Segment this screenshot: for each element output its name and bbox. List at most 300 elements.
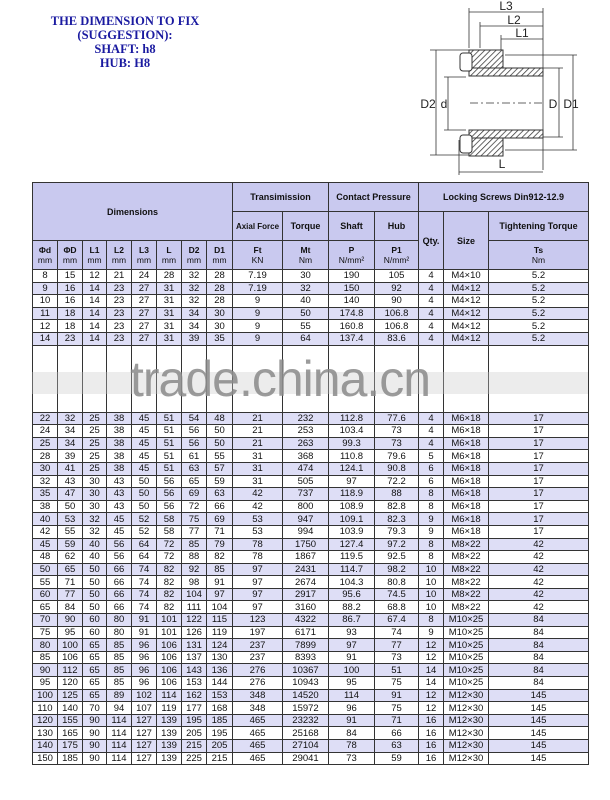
cell-p1: 106.8	[375, 320, 419, 333]
cell-mt: 15972	[283, 702, 329, 715]
cell-qty: 5	[419, 450, 444, 463]
cell-L2: 80	[107, 626, 132, 639]
cell-D: 32	[58, 412, 83, 425]
cell-p1: 74.5	[375, 588, 419, 601]
cell-p1: 75	[375, 702, 419, 715]
cell-D1: 59	[207, 475, 233, 488]
table-row	[33, 425, 589, 438]
cell-ts: 17	[489, 488, 589, 501]
table-row	[33, 651, 589, 664]
cell-D2: 137	[182, 651, 207, 664]
cell-L1: 65	[83, 689, 107, 702]
cell-ts: 5.2	[489, 282, 589, 295]
cell-ft: 276	[233, 677, 283, 690]
cell-D2: 104	[182, 588, 207, 601]
cell-d: 120	[33, 714, 58, 727]
cell-L1: 14	[83, 295, 107, 308]
cell-mt: 4322	[283, 614, 329, 627]
cell-p: 119.5	[329, 551, 375, 564]
cell-L: 139	[157, 727, 182, 740]
cell-size: M6×18	[444, 462, 489, 475]
cell-ts: 42	[489, 538, 589, 551]
cell-L: 51	[157, 412, 182, 425]
header-contact-pressure: Contact Pressure	[329, 183, 419, 212]
cell-D1: 48	[207, 412, 233, 425]
cell-ft: 465	[233, 740, 283, 753]
cell-L: 119	[157, 702, 182, 715]
cell-p: 78	[329, 740, 375, 753]
cell-L: 101	[157, 614, 182, 627]
cell-D2: 65	[182, 475, 207, 488]
header-size: Size	[444, 212, 489, 270]
cell-D2: 153	[182, 677, 207, 690]
cell-L2: 23	[107, 295, 132, 308]
cell-mt: 263	[283, 437, 329, 450]
cell-D1: 205	[207, 740, 233, 753]
cell-mt: 3160	[283, 601, 329, 614]
cell-size: M8×22	[444, 563, 489, 576]
table-row	[33, 677, 589, 690]
cell-p: 127.4	[329, 538, 375, 551]
cell-d: 24	[33, 425, 58, 438]
cell-qty: 10	[419, 601, 444, 614]
cell-D2: 215	[182, 740, 207, 753]
cell-size: M6×18	[444, 425, 489, 438]
cell-L: 106	[157, 639, 182, 652]
note-line: THE DIMENSION TO FIX	[50, 14, 200, 28]
cell-d: 25	[33, 437, 58, 450]
cell-p1: 106.8	[375, 307, 419, 320]
cell-size: M10×25	[444, 639, 489, 652]
cell-L: 82	[157, 588, 182, 601]
cell-size: M12×30	[444, 702, 489, 715]
column-unit: Nm	[531, 255, 546, 265]
cell-d: 30	[33, 462, 58, 475]
cell-p: 91	[329, 714, 375, 727]
cell-L: 51	[157, 437, 182, 450]
cell-mt: 32	[283, 282, 329, 295]
cell-D1: 215	[207, 752, 233, 765]
cell-mt: 232	[283, 412, 329, 425]
table-row	[33, 500, 589, 513]
cell-L2: 38	[107, 425, 132, 438]
cell-ts: 17	[489, 462, 589, 475]
cell-L3: 127	[132, 727, 157, 740]
cell-ts: 17	[489, 437, 589, 450]
cell-D2: 75	[182, 513, 207, 526]
cell-d: 42	[33, 525, 58, 538]
header-dimensions: Dimensions	[33, 183, 233, 241]
cell-qty: 4	[419, 282, 444, 295]
cell-qty: 12	[419, 651, 444, 664]
cell-size: M10×25	[444, 626, 489, 639]
cell-D1: 85	[207, 563, 233, 576]
cell-ft: 97	[233, 588, 283, 601]
cell-qty: 16	[419, 727, 444, 740]
cell-L2: 114	[107, 714, 132, 727]
cell-L1: 50	[83, 588, 107, 601]
label-d: d	[440, 97, 448, 111]
cell-ft: 97	[233, 576, 283, 589]
cell-L: 31	[157, 307, 182, 320]
cell-L: 72	[157, 538, 182, 551]
header-torque: Torque	[283, 212, 329, 241]
cell-ft: 31	[233, 475, 283, 488]
column-symbol: Mt	[300, 245, 311, 255]
cell-p1: 97.2	[375, 538, 419, 551]
cell-D2: 143	[182, 664, 207, 677]
table-row	[33, 563, 589, 576]
cell-p: 112.8	[329, 412, 375, 425]
cell-size: M10×25	[444, 677, 489, 690]
cell-p: 103.4	[329, 425, 375, 438]
cell-size: M10×25	[444, 614, 489, 627]
cell-size: M12×30	[444, 689, 489, 702]
cell-qty: 4	[419, 320, 444, 333]
cell-p1: 92.5	[375, 551, 419, 564]
cell-L2: 43	[107, 475, 132, 488]
cell-d: 85	[33, 651, 58, 664]
table-row	[33, 513, 589, 526]
cell-D: 95	[58, 626, 83, 639]
cell-L2: 43	[107, 500, 132, 513]
cell-D: 43	[58, 475, 83, 488]
cell-p: 86.7	[329, 614, 375, 627]
cell-L1: 90	[83, 714, 107, 727]
cell-d: 48	[33, 551, 58, 564]
dimension-table	[32, 182, 589, 765]
cell-qty: 4	[419, 437, 444, 450]
cell-L1: 50	[83, 576, 107, 589]
cell-p: 97	[329, 639, 375, 652]
cell-L1: 25	[83, 425, 107, 438]
cell-L: 139	[157, 714, 182, 727]
cell-L3: 52	[132, 513, 157, 526]
cell-L2: 114	[107, 752, 132, 765]
table-row	[33, 320, 589, 333]
cell-D1: 35	[207, 332, 233, 345]
cell-L2: 23	[107, 320, 132, 333]
cell-p1: 73	[375, 425, 419, 438]
cell-p1: 88	[375, 488, 419, 501]
header-transmission: Transimission	[233, 183, 329, 212]
table-row	[33, 450, 589, 463]
cell-ft: 31	[233, 450, 283, 463]
cell-L: 114	[157, 689, 182, 702]
header-col-L1	[83, 241, 107, 270]
header-col-L	[157, 241, 182, 270]
cell-L3: 27	[132, 282, 157, 295]
table-row	[33, 437, 589, 450]
cell-L2: 85	[107, 677, 132, 690]
cell-L1: 90	[83, 752, 107, 765]
cell-L: 28	[157, 270, 182, 283]
cell-L1: 40	[83, 538, 107, 551]
cell-D: 50	[58, 500, 83, 513]
cell-D: 18	[58, 307, 83, 320]
cell-d: 28	[33, 450, 58, 463]
header-col-D1	[207, 241, 233, 270]
cell-d: 70	[33, 614, 58, 627]
cell-ts: 42	[489, 588, 589, 601]
cell-L2: 85	[107, 639, 132, 652]
cell-L3: 50	[132, 500, 157, 513]
cell-ft: 21	[233, 412, 283, 425]
cell-L2: 66	[107, 601, 132, 614]
cell-mt: 368	[283, 450, 329, 463]
cell-L2: 56	[107, 538, 132, 551]
header-locking-screws: Locking Screws Din912-12.9	[419, 183, 589, 212]
cell-L1: 50	[83, 563, 107, 576]
cell-L3: 24	[132, 270, 157, 283]
column-symbol: L	[166, 245, 172, 255]
cell-ft: 42	[233, 500, 283, 513]
cell-p: 91	[329, 651, 375, 664]
cell-L1: 50	[83, 601, 107, 614]
cell-D: 18	[58, 320, 83, 333]
cell-p: 124.1	[329, 462, 375, 475]
cell-L1: 65	[83, 639, 107, 652]
column-symbol: P1	[391, 245, 402, 255]
cell-L1: 25	[83, 462, 107, 475]
column-unit: N/mm²	[338, 255, 365, 265]
cell-D1: 82	[207, 551, 233, 564]
cell-ts: 84	[489, 664, 589, 677]
cell-d: 110	[33, 702, 58, 715]
cell-p: 108.9	[329, 500, 375, 513]
cell-mt: 25168	[283, 727, 329, 740]
cell-qty: 9	[419, 513, 444, 526]
cell-L2: 43	[107, 488, 132, 501]
cell-size: M8×22	[444, 601, 489, 614]
cell-L1: 14	[83, 307, 107, 320]
cell-size: M4×12	[444, 320, 489, 333]
column-symbol: L1	[89, 245, 100, 255]
cell-ft: 97	[233, 601, 283, 614]
column-unit: mm	[161, 255, 177, 265]
cell-D2: 111	[182, 601, 207, 614]
cell-L: 31	[157, 332, 182, 345]
cell-d: 38	[33, 500, 58, 513]
cell-L1: 65	[83, 677, 107, 690]
cell-qty: 8	[419, 500, 444, 513]
cell-D1: 136	[207, 664, 233, 677]
cell-ft: 348	[233, 702, 283, 715]
table-row	[33, 488, 589, 501]
cell-D1: 144	[207, 677, 233, 690]
cell-L: 31	[157, 320, 182, 333]
cell-size: M6×18	[444, 475, 489, 488]
cell-L3: 50	[132, 488, 157, 501]
cell-ts: 42	[489, 576, 589, 589]
cell-D2: 195	[182, 714, 207, 727]
cell-D: 125	[58, 689, 83, 702]
cell-qty: 14	[419, 664, 444, 677]
cell-p: 150	[329, 282, 375, 295]
table-row	[33, 332, 589, 345]
cell-ft: 7.19	[233, 270, 283, 283]
column-symbol: ΦD	[63, 245, 77, 255]
header-col-D	[58, 241, 83, 270]
table-row	[33, 664, 589, 677]
cell-ft: 237	[233, 639, 283, 652]
cell-D2: 61	[182, 450, 207, 463]
cell-p: 99.3	[329, 437, 375, 450]
cell-ts: 84	[489, 651, 589, 664]
cell-L1: 60	[83, 614, 107, 627]
cell-mt: 14520	[283, 689, 329, 702]
cell-L1: 25	[83, 450, 107, 463]
cell-D: 106	[58, 651, 83, 664]
cell-D1: 28	[207, 270, 233, 283]
column-unit: mm	[87, 255, 102, 265]
cell-L3: 45	[132, 412, 157, 425]
cell-ts: 17	[489, 500, 589, 513]
cell-ts: 5.2	[489, 320, 589, 333]
cell-D1: 168	[207, 702, 233, 715]
cell-L3: 127	[132, 714, 157, 727]
cell-L: 56	[157, 500, 182, 513]
table-row	[33, 588, 589, 601]
cell-ts: 17	[489, 513, 589, 526]
table-row	[33, 412, 589, 425]
table-row	[33, 282, 589, 295]
cell-L1: 14	[83, 320, 107, 333]
cell-ft: 123	[233, 614, 283, 627]
cell-ft: 53	[233, 525, 283, 538]
watermark: trade.china.cn	[130, 351, 431, 407]
table-row	[33, 475, 589, 488]
cell-ft: 465	[233, 752, 283, 765]
cell-D: 62	[58, 551, 83, 564]
cell-L: 51	[157, 425, 182, 438]
cell-L: 58	[157, 513, 182, 526]
cell-d: 14	[33, 332, 58, 345]
table-row	[33, 639, 589, 652]
cell-p: 100	[329, 664, 375, 677]
cell-ts: 145	[489, 714, 589, 727]
cell-mt: 7899	[283, 639, 329, 652]
cell-qty: 14	[419, 677, 444, 690]
cell-d: 60	[33, 588, 58, 601]
cell-L3: 50	[132, 475, 157, 488]
column-symbol: Ft	[253, 245, 262, 255]
cell-L3: 45	[132, 450, 157, 463]
cell-ts: 145	[489, 702, 589, 715]
cell-qty: 8	[419, 551, 444, 564]
cell-p1: 91	[375, 689, 419, 702]
cell-ts: 17	[489, 475, 589, 488]
cell-L3: 91	[132, 614, 157, 627]
cell-L2: 23	[107, 307, 132, 320]
cell-L: 101	[157, 626, 182, 639]
header-col-p1	[375, 241, 419, 270]
cell-L2: 23	[107, 282, 132, 295]
cell-p1: 71	[375, 714, 419, 727]
cell-L2: 38	[107, 412, 132, 425]
cell-mt: 8393	[283, 651, 329, 664]
cell-ts: 5.2	[489, 295, 589, 308]
cell-D2: 126	[182, 626, 207, 639]
cell-size: M8×22	[444, 538, 489, 551]
cell-size: M8×22	[444, 588, 489, 601]
cell-L: 56	[157, 488, 182, 501]
cell-D1: 185	[207, 714, 233, 727]
cell-D2: 177	[182, 702, 207, 715]
cell-d: 50	[33, 563, 58, 576]
fit-tolerance-note	[40, 14, 210, 70]
cell-ft: 465	[233, 727, 283, 740]
cell-L3: 27	[132, 320, 157, 333]
header-col-L2	[107, 241, 132, 270]
cell-ft: 7.19	[233, 282, 283, 295]
cell-D2: 63	[182, 462, 207, 475]
cell-size: M8×22	[444, 576, 489, 589]
cell-qty: 16	[419, 740, 444, 753]
table-row	[33, 626, 589, 639]
cell-p1: 79.6	[375, 450, 419, 463]
cell-D2: 162	[182, 689, 207, 702]
cell-D2: 54	[182, 412, 207, 425]
cell-L1: 65	[83, 664, 107, 677]
cell-L2: 45	[107, 525, 132, 538]
cell-L1: 70	[83, 702, 107, 715]
cell-L: 56	[157, 475, 182, 488]
cell-p: 104.3	[329, 576, 375, 589]
cell-p: 97	[329, 475, 375, 488]
cell-D: 71	[58, 576, 83, 589]
table-row	[33, 462, 589, 475]
cell-L2: 66	[107, 588, 132, 601]
label-L2: L2	[507, 13, 521, 27]
cell-mt: 737	[283, 488, 329, 501]
cell-p1: 82.3	[375, 513, 419, 526]
cell-L3: 27	[132, 332, 157, 345]
cell-L3: 74	[132, 576, 157, 589]
cell-qty: 4	[419, 412, 444, 425]
cell-ts: 17	[489, 450, 589, 463]
table-row	[33, 740, 589, 753]
cell-mt: 30	[283, 270, 329, 283]
cell-D: 120	[58, 677, 83, 690]
cell-D2: 77	[182, 525, 207, 538]
cell-L1: 14	[83, 282, 107, 295]
cell-D: 112	[58, 664, 83, 677]
cell-mt: 50	[283, 307, 329, 320]
cell-ts: 145	[489, 689, 589, 702]
cell-qty: 4	[419, 332, 444, 345]
cell-mt: 55	[283, 320, 329, 333]
note-line: HUB: H8	[99, 56, 151, 70]
column-symbol: D2	[188, 245, 200, 255]
column-unit: mm	[37, 255, 53, 265]
cell-L2: 94	[107, 702, 132, 715]
cell-D2: 56	[182, 437, 207, 450]
cell-qty: 8	[419, 614, 444, 627]
cell-ts: 145	[489, 727, 589, 740]
cell-L: 82	[157, 601, 182, 614]
cell-D: 77	[58, 588, 83, 601]
cell-ts: 84	[489, 626, 589, 639]
cell-size: M6×18	[444, 513, 489, 526]
cell-qty: 4	[419, 295, 444, 308]
header-hub: Hub	[375, 212, 419, 241]
cell-L: 82	[157, 576, 182, 589]
cell-D1: 104	[207, 601, 233, 614]
cell-p: 114	[329, 689, 375, 702]
cell-mt: 23232	[283, 714, 329, 727]
cell-L3: 127	[132, 752, 157, 765]
